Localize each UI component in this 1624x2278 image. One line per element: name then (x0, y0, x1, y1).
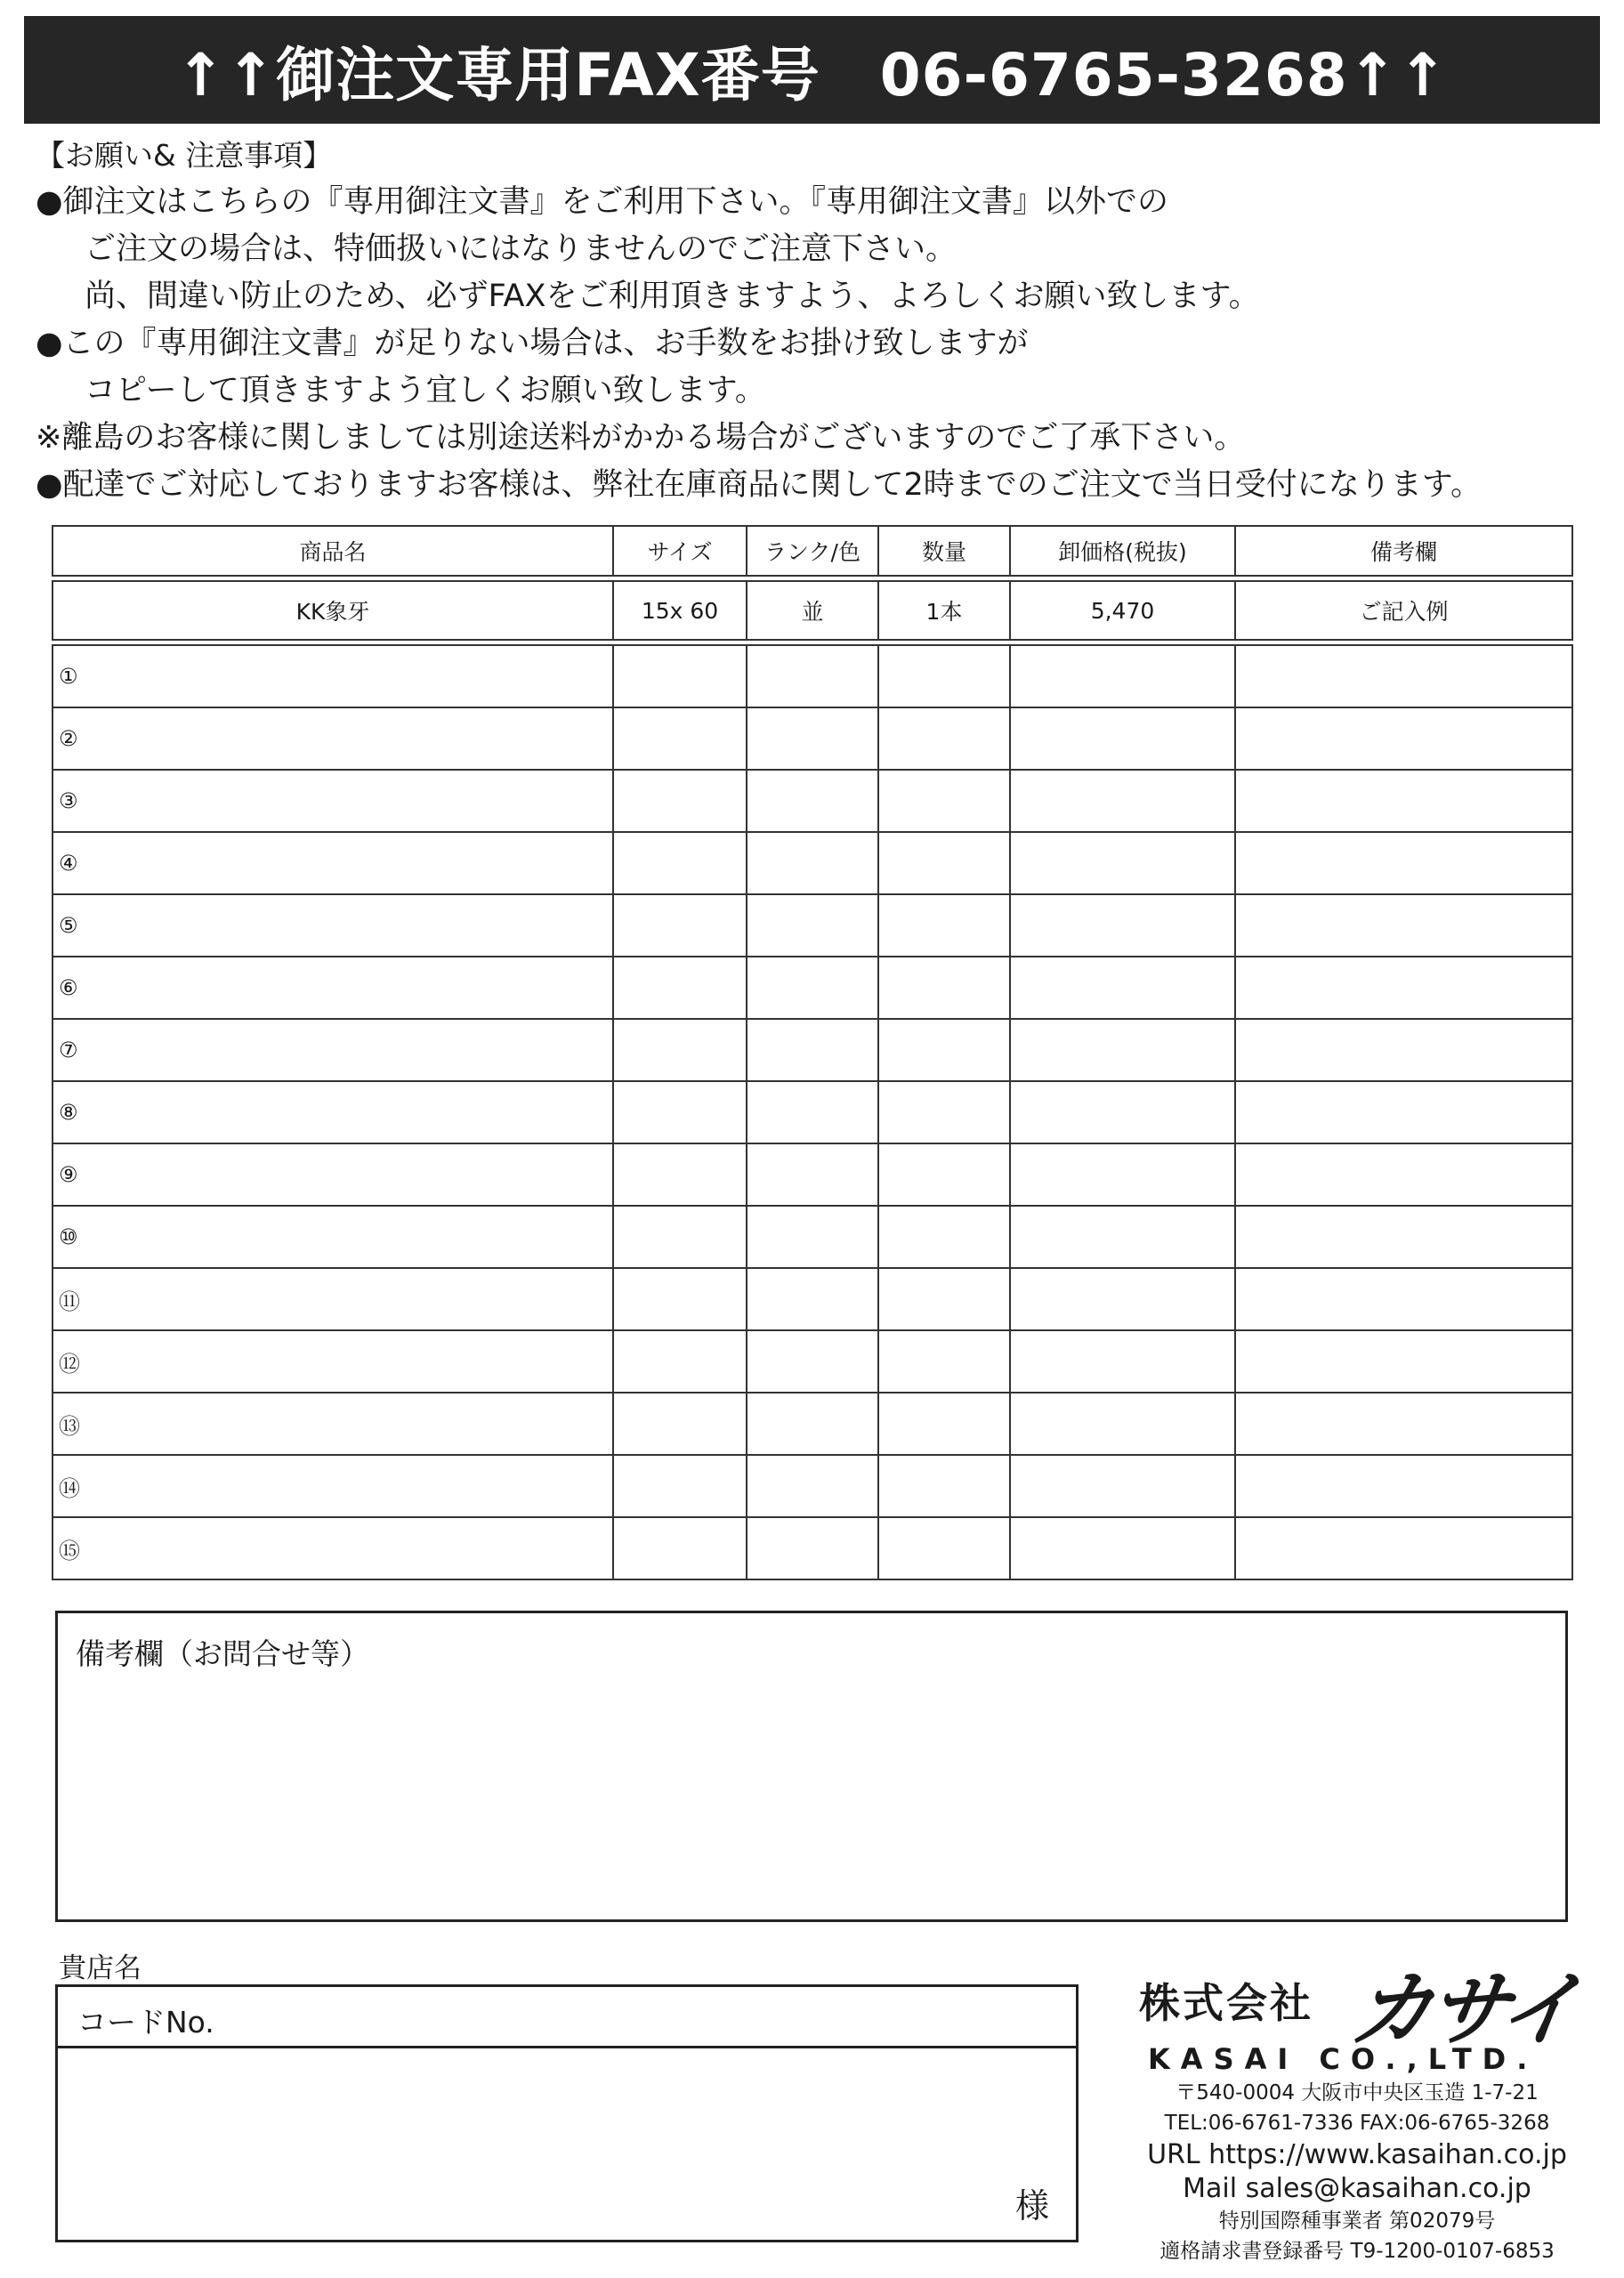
quantity-cell[interactable] (878, 894, 1010, 957)
notice-heading: 【お願い& 注意事項】 (36, 138, 333, 173)
order-entry-row (53, 770, 1572, 832)
row-number: ⑭ (59, 1475, 80, 1501)
product-name-cell[interactable] (53, 1268, 613, 1330)
order-table-header (53, 526, 1572, 576)
store-name-box[interactable] (55, 1984, 1079, 2242)
rank-color-cell[interactable] (747, 957, 878, 1019)
remarks-cell[interactable] (1235, 1019, 1572, 1081)
quantity-cell[interactable] (878, 1517, 1010, 1579)
example-cell: KK象牙 (53, 581, 613, 640)
header-cell: ランク/色 (747, 526, 878, 576)
remarks-label: 備考欄（お問合せ等） (76, 1636, 369, 1671)
row-number: ⑪ (59, 1288, 80, 1314)
company-name-jp: 株式会社 (1139, 1979, 1313, 2027)
price-cell[interactable] (1010, 1206, 1235, 1268)
remarks-cell[interactable] (1235, 957, 1572, 1019)
store-code-label: コードNo. (77, 2005, 214, 2040)
notice-line: ※離島のお客様に関しましては別途送料がかかる場合がございますのでご了承下さい。 (36, 420, 1246, 456)
product-name-cell[interactable] (53, 770, 613, 832)
header-cell: サイズ (613, 526, 747, 576)
rank-color-cell[interactable] (747, 1517, 878, 1579)
order-entry-row (53, 1206, 1572, 1268)
store-code-field[interactable] (58, 1987, 1076, 2048)
size-cell[interactable] (613, 1019, 747, 1081)
remarks-cell[interactable] (1235, 1143, 1572, 1206)
price-cell[interactable] (1010, 645, 1235, 707)
rank-color-cell[interactable] (747, 1455, 878, 1517)
company-name-en: KASAI CO.,LTD. (1148, 2042, 1539, 2076)
price-cell[interactable] (1010, 707, 1235, 770)
honorific-suffix: 様 (1014, 2186, 1049, 2225)
order-entry-rows (53, 645, 1572, 1579)
rank-color-cell[interactable] (747, 1081, 878, 1143)
remarks-cell[interactable] (1235, 1455, 1572, 1517)
rank-color-cell[interactable] (747, 1330, 878, 1393)
quantity-cell[interactable] (878, 645, 1010, 707)
remarks-cell[interactable] (1235, 1268, 1572, 1330)
order-entry-row (53, 1517, 1572, 1579)
product-name-cell[interactable] (53, 1143, 613, 1206)
order-entry-row (53, 1268, 1572, 1330)
remarks-cell[interactable] (1235, 645, 1572, 707)
order-entry-row (53, 957, 1572, 1019)
order-entry-row (53, 832, 1572, 894)
remarks-cell[interactable] (1235, 832, 1572, 894)
row-number: ⑧ (59, 1100, 78, 1125)
price-cell[interactable] (1010, 1330, 1235, 1393)
product-name-cell[interactable] (53, 1206, 613, 1268)
row-number: ⑮ (59, 1538, 80, 1563)
size-cell[interactable] (613, 1330, 747, 1393)
company-invoice-number: 適格請求書登録番号 T9-1200-0107-6853 (1159, 2240, 1555, 2263)
rank-color-cell[interactable] (747, 770, 878, 832)
rank-color-cell[interactable] (747, 1206, 878, 1268)
notice-line: ●御注文はこちらの『専用御注文書』をご利用下さい。『専用御注文書』以外での (36, 184, 1169, 220)
notice-line: ●配達でご対応しておりますお客様は、弊社在庫商品に関して2時までのご注文で当日受付になります。 (36, 467, 1483, 503)
notice-line: 尚、間違い防止のため、必ずFAXをご利用頂きますよう、よろしくお願い致します。 (85, 279, 1260, 314)
size-cell[interactable] (613, 1268, 747, 1330)
row-number: ⑥ (59, 975, 78, 1000)
order-entry-row (53, 1081, 1572, 1143)
price-cell[interactable] (1010, 894, 1235, 957)
price-cell[interactable] (1010, 1517, 1235, 1579)
size-cell[interactable] (613, 1455, 747, 1517)
company-url: URL https://www.kasaihan.co.jp (1147, 2139, 1567, 2170)
rank-color-cell[interactable] (747, 707, 878, 770)
notice-line: ●この『専用御注文書』が足りない場合は、お手数をお掛け致しますが (36, 326, 1029, 361)
remarks-cell[interactable] (1235, 707, 1572, 770)
price-cell[interactable] (1010, 1143, 1235, 1206)
product-name-cell[interactable] (53, 894, 613, 957)
order-entry-row (53, 1330, 1572, 1393)
rank-color-cell[interactable] (747, 1019, 878, 1081)
product-name-cell[interactable] (53, 832, 613, 894)
remarks-cell[interactable] (1235, 894, 1572, 957)
order-entry-row (53, 1393, 1572, 1455)
size-cell[interactable] (613, 1393, 747, 1455)
order-entry-row (53, 894, 1572, 957)
rank-color-cell[interactable] (747, 1268, 878, 1330)
rank-color-cell[interactable] (747, 645, 878, 707)
header-cell: 商品名 (53, 526, 613, 576)
notice-line: ご注文の場合は、特価扱いにはなりませんのでご注意下さい。 (85, 231, 957, 267)
order-entry-row (53, 1019, 1572, 1081)
row-number: ④ (59, 851, 78, 876)
product-name-cell[interactable] (53, 645, 613, 707)
quantity-cell[interactable] (878, 1143, 1010, 1206)
product-name-cell[interactable] (53, 1081, 613, 1143)
remarks-cell[interactable] (1235, 1330, 1572, 1393)
example-cell: 並 (747, 581, 878, 640)
row-number: ① (59, 664, 78, 689)
header-cell: 備考欄 (1235, 526, 1572, 576)
size-cell[interactable] (613, 645, 747, 707)
quantity-cell[interactable] (878, 1268, 1010, 1330)
size-cell[interactable] (613, 957, 747, 1019)
size-cell[interactable] (613, 707, 747, 770)
rank-color-cell[interactable] (747, 1393, 878, 1455)
remarks-cell[interactable] (1235, 1517, 1572, 1579)
row-number: ⑨ (59, 1162, 78, 1187)
company-address: 〒540-0004 大阪市中央区玉造 1-7-21 (1176, 2081, 1539, 2104)
company-tel-fax: TEL:06-6761-7336 FAX:06-6765-3268 (1164, 2112, 1550, 2135)
price-cell[interactable] (1010, 1268, 1235, 1330)
row-number: ⑬ (59, 1413, 80, 1439)
product-name-cell[interactable] (53, 707, 613, 770)
price-cell[interactable] (1010, 770, 1235, 832)
row-number: ⑩ (59, 1224, 78, 1249)
quantity-cell[interactable] (878, 1081, 1010, 1143)
notice-line: コピーして頂きますよう宜しくお願い致します。 (85, 373, 766, 408)
product-name-cell[interactable] (53, 1330, 613, 1393)
example-row (53, 581, 1572, 640)
rank-color-cell[interactable] (747, 894, 878, 957)
remarks-box[interactable] (55, 1611, 1568, 1922)
price-cell[interactable] (1010, 1019, 1235, 1081)
product-name-cell[interactable] (53, 957, 613, 1019)
header-cell: 卸価格(税抜) (1010, 526, 1235, 576)
price-cell[interactable] (1010, 1455, 1235, 1517)
price-cell[interactable] (1010, 1081, 1235, 1143)
store-name-label: 貴店名 (59, 1952, 141, 1984)
quantity-cell[interactable] (878, 1019, 1010, 1081)
remarks-cell[interactable] (1235, 1393, 1572, 1455)
order-entry-row (53, 1143, 1572, 1206)
quantity-cell[interactable] (878, 1330, 1010, 1393)
example-cell: 5,470 (1010, 581, 1235, 640)
size-cell[interactable] (613, 1081, 747, 1143)
remarks-cell[interactable] (1235, 1206, 1572, 1268)
row-number: ⑫ (59, 1351, 80, 1377)
company-license: 特別国際種事業者 第02079号 (1218, 2209, 1496, 2233)
quantity-cell[interactable] (878, 707, 1010, 770)
order-table (52, 525, 1573, 1580)
price-cell[interactable] (1010, 1393, 1235, 1455)
price-cell[interactable] (1010, 832, 1235, 894)
size-cell[interactable] (613, 894, 747, 957)
quantity-cell[interactable] (878, 1455, 1010, 1517)
size-cell[interactable] (613, 770, 747, 832)
price-cell[interactable] (1010, 957, 1235, 1019)
product-name-cell[interactable] (53, 1393, 613, 1455)
example-cell: 1本 (878, 581, 1010, 640)
quantity-cell[interactable] (878, 832, 1010, 894)
remarks-cell[interactable] (1235, 1081, 1572, 1143)
quantity-cell[interactable] (878, 1393, 1010, 1455)
row-number: ⑦ (59, 1038, 78, 1062)
row-number: ⑤ (59, 913, 78, 938)
product-name-cell[interactable] (53, 1455, 613, 1517)
company-mail: Mail sales@kasaihan.co.jp (1183, 2173, 1531, 2204)
remarks-cell[interactable] (1235, 770, 1572, 832)
quantity-cell[interactable] (878, 1206, 1010, 1268)
rank-color-cell[interactable] (747, 1143, 878, 1206)
order-entry-row (53, 1455, 1572, 1517)
order-entry-row (53, 645, 1572, 707)
size-cell[interactable] (613, 1206, 747, 1268)
example-cell: 15x 60 (613, 581, 747, 640)
size-cell[interactable] (613, 1517, 747, 1579)
company-info (1112, 1944, 1602, 2274)
product-name-cell[interactable] (53, 1517, 613, 1579)
header-cell: 数量 (878, 526, 1010, 576)
row-number: ② (59, 726, 78, 751)
product-name-cell[interactable] (53, 1019, 613, 1081)
rank-color-cell[interactable] (747, 832, 878, 894)
example-cell: ご記入例 (1235, 581, 1572, 640)
quantity-cell[interactable] (878, 957, 1010, 1019)
order-entry-row (53, 707, 1572, 770)
size-cell[interactable] (613, 832, 747, 894)
notice-section (36, 132, 1602, 509)
size-cell[interactable] (613, 1143, 747, 1206)
company-brand-logo: カサイ (1345, 1961, 1583, 2057)
row-number: ③ (59, 788, 78, 813)
fax-number-banner: ↑↑御注文専用FAX番号 06-6765-3268↑↑ (24, 16, 1600, 124)
quantity-cell[interactable] (878, 770, 1010, 832)
